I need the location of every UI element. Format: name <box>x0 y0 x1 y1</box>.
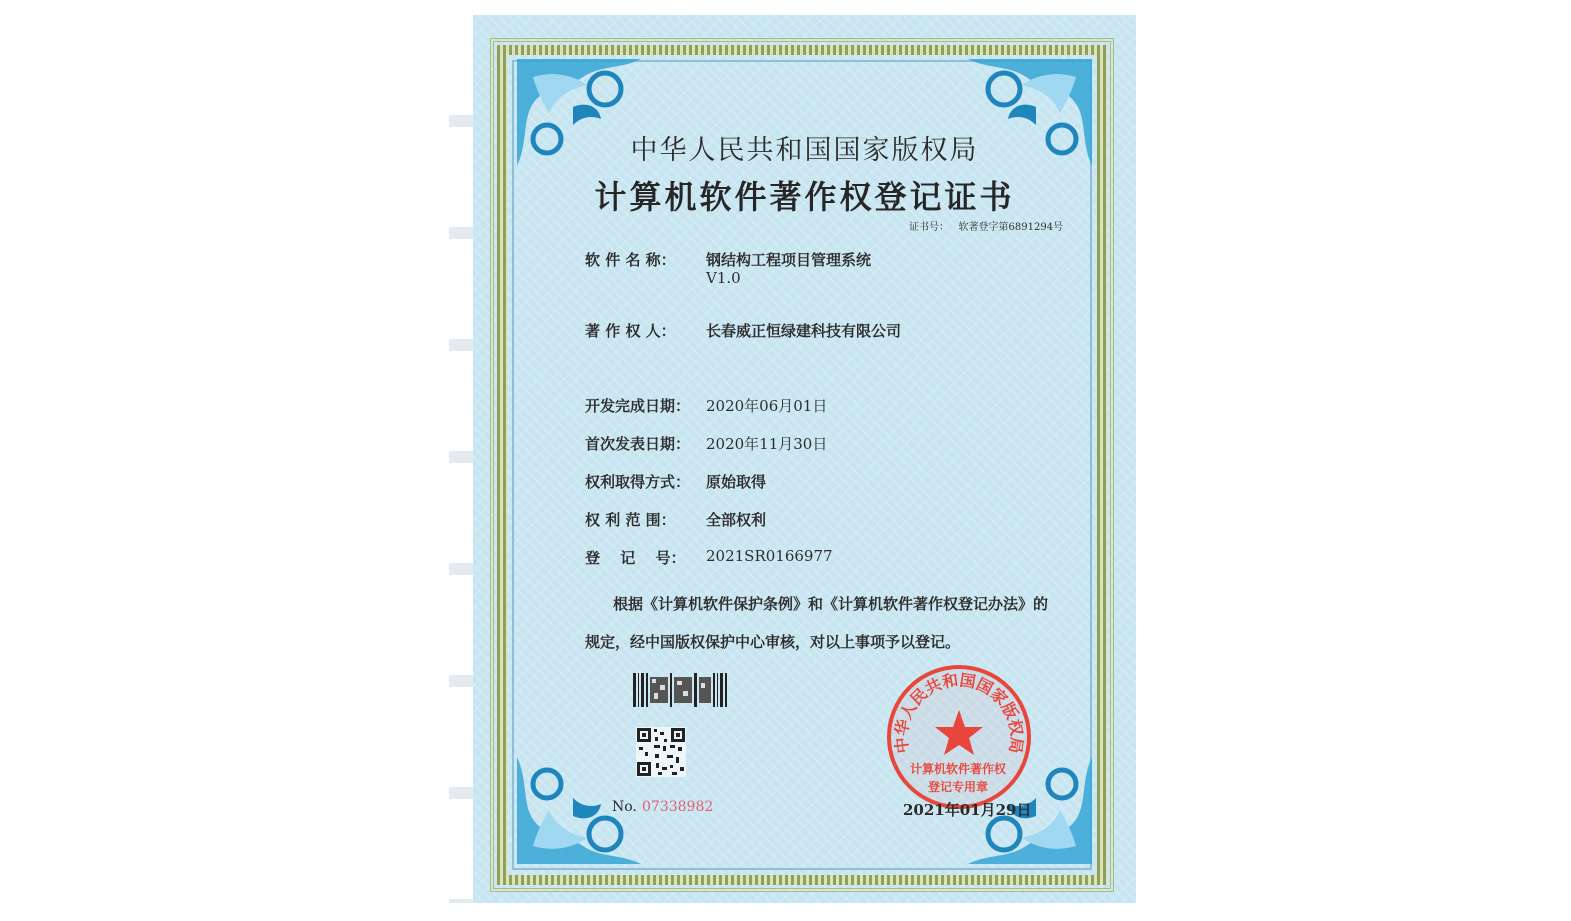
certificate-paper <box>473 15 1136 903</box>
publish-date-value: 2020年11月30日 <box>706 435 828 453</box>
issuer-heading: 中华人民共和国国家版权局 <box>630 135 979 166</box>
statement-line-1: 根据《计算机软件保护条例》和《计算机软件著作权登记办法》的 <box>613 595 1049 613</box>
issue-date: 2021年01月29日 <box>903 801 1032 819</box>
qr-code <box>636 727 686 777</box>
barcode <box>633 673 728 707</box>
statement-line-2: 规定，经中国版权保护中心审核，对以上事项予以登记。 <box>585 633 961 651</box>
serial-number-value: 07338982 <box>642 799 714 815</box>
seal-arc-text: 中华人民共和国国家版权局 <box>891 670 1027 755</box>
certificate-title: 计算机软件著作权登记证书 <box>594 178 1015 216</box>
certificate-number-value: 软著登字第6891294号 <box>958 222 1064 233</box>
copyright-owner-value: 长春威正恒绿建科技有限公司 <box>706 322 902 340</box>
certificate-document <box>449 15 1136 903</box>
seal-text-line-2: 登记专用章 <box>927 780 988 794</box>
acquisition-method-label: 权利取得方式： <box>585 473 691 491</box>
registration-number-label: 登 记 号： <box>585 549 686 567</box>
rights-scope-value: 全部权利 <box>706 511 767 529</box>
publish-date-label: 首次发表日期： <box>585 435 691 453</box>
registration-number-value: 2021SR0166977 <box>706 547 833 565</box>
software-name-label: 软 件 名 称： <box>585 251 676 269</box>
copyright-owner-label: 著 作 权 人： <box>585 322 676 340</box>
certificate-number <box>909 218 1063 233</box>
certificate-number-label: 证书号： <box>909 222 949 233</box>
development-date-label: 开发完成日期： <box>585 397 691 415</box>
rights-scope-label: 权 利 范 围： <box>585 511 676 529</box>
acquisition-method-value: 原始取得 <box>706 473 767 491</box>
development-date-value: 2020年06月01日 <box>706 397 828 415</box>
scan-edge-strip <box>449 15 473 903</box>
software-name-value: 钢结构工程项目管理系统 <box>706 251 872 269</box>
seal-text-line-1: 计算机软件著作权 <box>909 762 1006 776</box>
software-version: V1.0 <box>706 269 741 287</box>
serial-number-label: No. <box>612 799 637 815</box>
